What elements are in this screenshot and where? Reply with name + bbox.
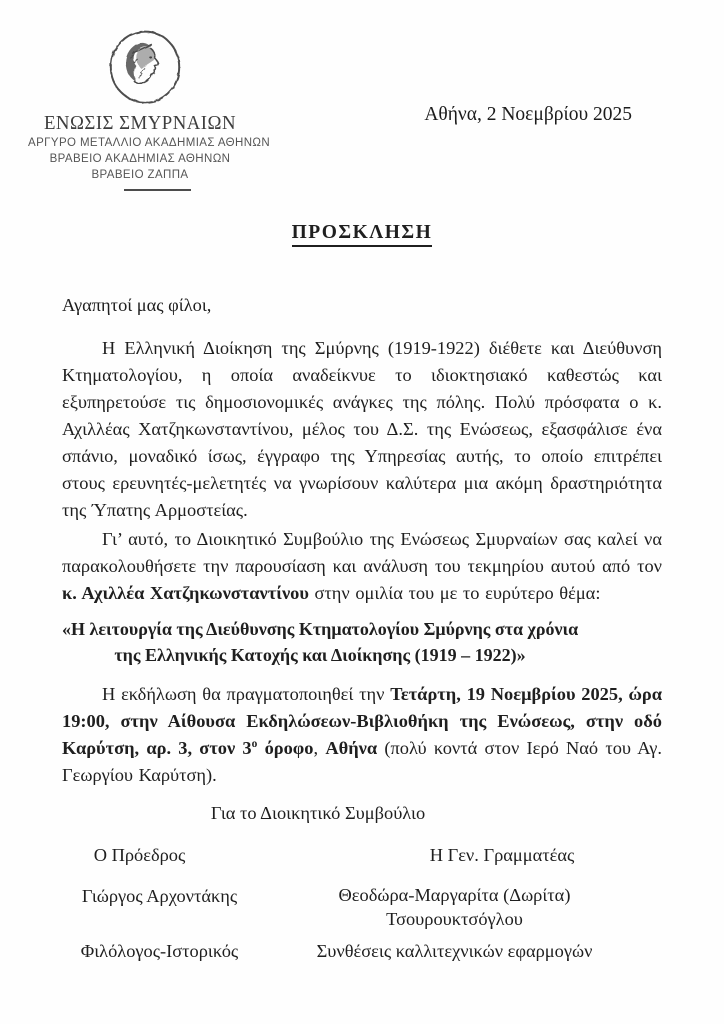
date-line: Αθήνα, 2 Νοεμβρίου 2025 <box>424 104 632 125</box>
org-award-3: ΒΡΑΒΕΙΟ ΖΑΠΠΑ <box>91 169 189 181</box>
lecture-theme-line-2: της Ελληνικής Κατοχής και Διοίκησης (1919 – 1922)» <box>114 645 526 665</box>
salutation: Αγαπητοί μας φίλοι, <box>62 295 212 315</box>
secretary-title: Συνθέσεις καλλιτεχνικών εφαρμογών <box>316 941 593 961</box>
paragraph-3: Η εκδήλωση θα πραγματοποιηθεί την Τετάρτη, 19 Νοεμβρίου 2025, ώρα 19:00, στην Αίθουσα Εκδηλώσεων-Βιβλιοθήκη της Ενώσεως, στην οδό Καρύτση, αρ. 3, στον $3^o$ όροφο, Αθήνα (πολύ κοντά στον Ιερό Ναό του Αγ. Γεωργίου Καρύτση). <box>62 684 663 785</box>
paragraph-2: Γι’ αυτό, το Διοικητικό Συμβούλιο της Ενώσεως Σμυρναίων σας καλεί να παρακολουθήσετε την παρουσίαση και ανάλυση του τεκμηρίου αυτού από τον κ. Αχιλλέα Χατζηκωνσταντίνου στην ομιλία του με το ευρύτερο θέμα: <box>62 529 662 603</box>
org-name: ΕΝΩΣΙΣ ΣΜΥΡΝΑΙΩΝ <box>43 112 237 134</box>
org-award-2: ΒΡΑΒΕΙΟ ΑΚΑΔΗΜΙΑΣ ΑΘΗΝΩΝ <box>49 153 231 165</box>
secretary-name-line-2: Τσουρουκτσόγλου <box>386 909 523 929</box>
paragraph-1: Η Ελληνική Διοίκηση της Σμύρνης (1919-1922) διέθετε και Διεύθυνση Κτηματολογίου, η οποία αναδείκνυε το ιδιοκτησιακό καθεστώς και εξυπηρετούσε τις δημοσιονομικές ανάγκες της πόλης. Πολύ πρόσφατα ο κ. Αχιλλέας Χατζηκωνσταντίνου, μέλος του Δ.Σ. της Ενώσεως, εξασφάλισε ένα σπάνιο, μοναδικό ίσως, έγγραφο της Υπηρεσίας αυτής, το οποίο επιτρέπει στους ερευνητές-μελετητές να γνωρίσουν καλύτερα μια ακόμη δραστηριότητα της Ύπατης Αρμοστείας. <box>62 338 662 520</box>
president-title: Φιλόλογος-Ιστορικός <box>80 941 239 961</box>
president-role: Ο Πρόεδρος <box>93 845 186 865</box>
secretary-role: Η Γεν. Γραμματέας <box>429 845 575 865</box>
document-title <box>63 222 661 256</box>
signature-block <box>62 842 662 964</box>
lecture-theme <box>62 616 662 668</box>
document-title-text: ΠΡΟΣΚΛΗΣΗ <box>292 222 433 247</box>
secretary-name <box>277 883 632 931</box>
board-heading: Για το Διοικητικό Συμβούλιο <box>210 803 426 823</box>
letterhead <box>0 0 724 222</box>
letterhead-divider <box>124 189 191 191</box>
letter-body <box>62 292 662 964</box>
smyrna-coin-emblem-icon <box>107 28 183 106</box>
org-award-1: ΑΡΓΥΡΟ ΜΕΤΑΛΛΙΟ ΑΚΑΔΗΜΙΑΣ ΑΘΗΝΩΝ <box>28 137 271 149</box>
org-block <box>28 28 271 191</box>
lecture-theme-line-1: «Η λειτουργία της Διεύθυνσης Κτηματολογίου Σμύρνης στα χρόνια <box>62 619 579 639</box>
president-name: Γιώργος Αρχοντάκης <box>81 886 238 906</box>
secretary-name-line-1: Θεοδώρα-Μαργαρίτα (Δωρίτα) <box>338 885 571 905</box>
